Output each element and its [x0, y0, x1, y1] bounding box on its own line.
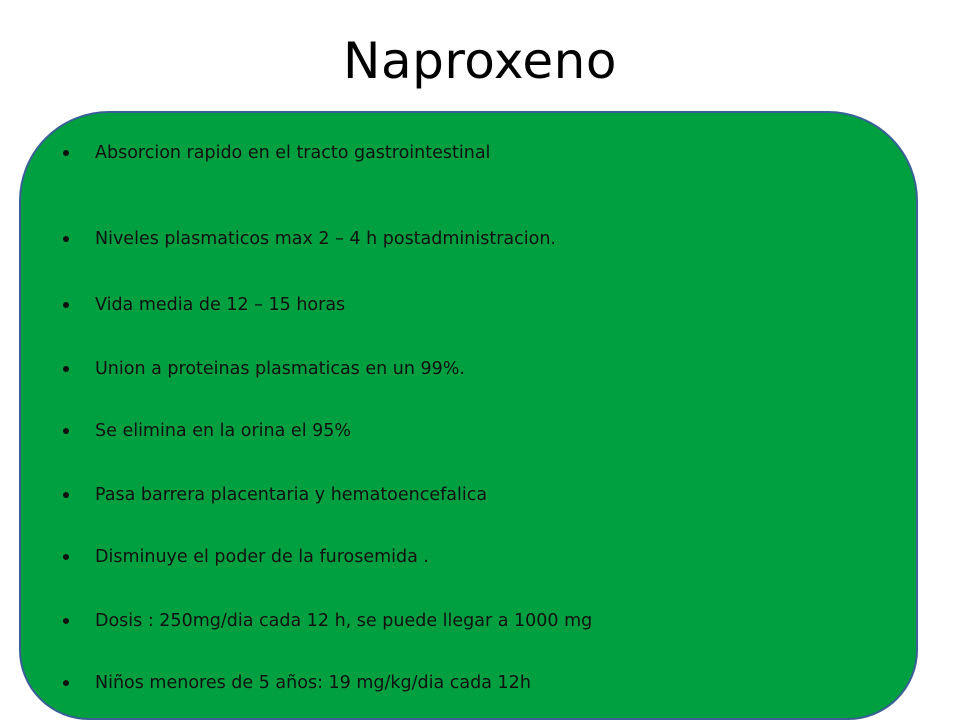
bullet-text: Pasa barrera placentaria y hematoencefalica — [95, 485, 488, 505]
bullet-text: Disminuye el poder de la furosemida . — [95, 547, 429, 567]
bullet-item — [63, 543, 429, 571]
bullet-icon — [63, 366, 69, 372]
bullet-item — [63, 481, 487, 509]
bullet-item — [63, 139, 490, 167]
bullet-icon — [63, 302, 69, 308]
bullet-item — [63, 355, 465, 383]
bullet-text: Se elimina en la orina el 95% — [95, 421, 352, 441]
content-panel — [19, 111, 918, 720]
bullet-text: Union a proteinas plasmaticas en un 99%. — [95, 359, 465, 379]
bullet-item — [63, 225, 556, 253]
bullet-item — [63, 291, 345, 319]
bullet-icon — [63, 492, 69, 498]
bullet-item — [63, 607, 592, 635]
bullet-icon — [63, 428, 69, 434]
bullet-text: Niños menores de 5 años: 19 mg/kg/dia cada 12h — [95, 673, 531, 693]
bullet-text: Vida media de 12 – 15 horas — [95, 295, 346, 315]
bullet-list — [21, 113, 916, 718]
bullet-item — [63, 417, 351, 445]
slide-title: Naproxeno — [343, 32, 617, 90]
bullet-text: Niveles plasmaticos max 2 – 4 h postadministracion. — [95, 229, 556, 249]
bullet-icon — [63, 236, 69, 242]
bullet-text: Absorcion rapido en el tracto gastrointestinal — [95, 143, 491, 163]
bullet-text: Dosis : 250mg/dia cada 12 h, se puede llegar a 1000 mg — [95, 611, 593, 631]
bullet-icon — [63, 150, 69, 156]
bullet-item — [63, 669, 531, 697]
bullet-icon — [63, 680, 69, 686]
bullet-icon — [63, 618, 69, 624]
bullet-icon — [63, 554, 69, 560]
